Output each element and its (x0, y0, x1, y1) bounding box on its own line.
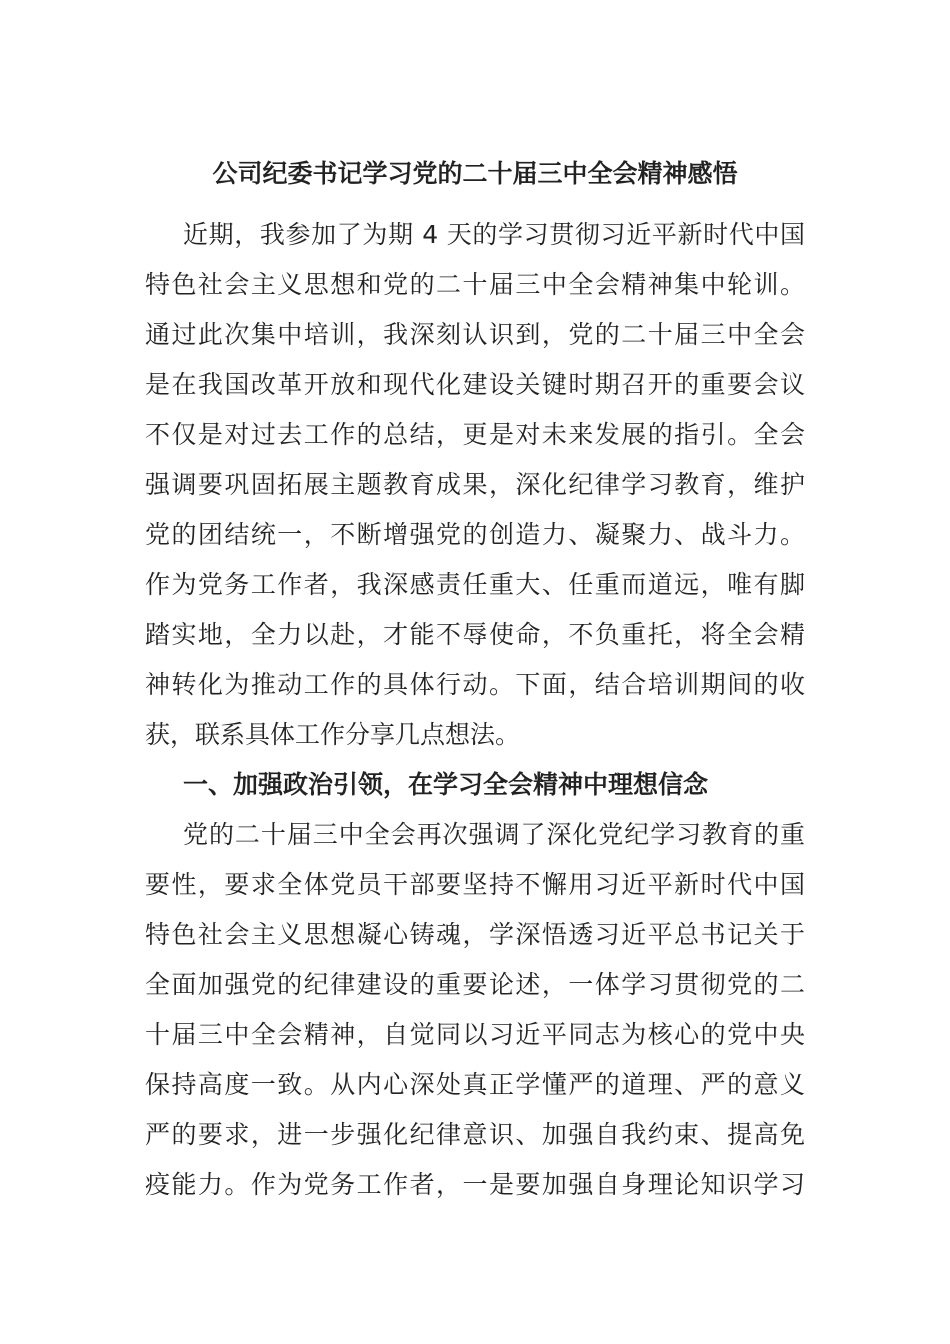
paragraph-line: 严的要求，进一步强化纪律意识、加强自我约束、提高免 (145, 1120, 805, 1149)
document-title: 公司纪委书记学习党的二十届三中全会精神感悟 (212, 159, 738, 188)
paragraph-line: 特色社会主义思想和党的二十届三中全会精神集中轮训。 (145, 270, 805, 299)
paragraph-line: 是在我国改革开放和现代化建设关键时期召开的重要会议 (145, 370, 805, 399)
section-heading: 一、加强政治引领，在学习全会精神中理想信念 (183, 770, 709, 799)
paragraph-line: 党的团结统一，不断增强党的创造力、凝聚力、战斗力。 (145, 520, 805, 549)
paragraph-line: 党的二十届三中全会再次强调了深化党纪学习教育的重 (183, 820, 805, 849)
paragraph-line: 踏实地，全力以赴，才能不辱使命，不负重托，将全会精 (145, 620, 805, 649)
paragraph-line: 十届三中全会精神，自觉同以习近平同志为核心的党中央 (145, 1020, 805, 1049)
paragraph-line: 疫能力。作为党务工作者，一是要加强自身理论知识学习 (145, 1170, 805, 1199)
paragraph-line: 强调要巩固拓展主题教育成果，深化纪律学习教育，维护 (145, 470, 805, 499)
paragraph-line: 近期，我参加了为期 4 天的学习贯彻习近平新时代中国 (183, 220, 805, 249)
paragraph-line: 通过此次集中培训，我深刻认识到，党的二十届三中全会 (145, 320, 805, 349)
paragraph-line: 获，联系具体工作分享几点想法。 (145, 720, 521, 749)
paragraph-line: 要性，要求全体党员干部要坚持不懈用习近平新时代中国 (145, 870, 805, 899)
paragraph-line: 保持高度一致。从内心深处真正学懂严的道理、严的意义 (145, 1070, 805, 1099)
paragraph-line: 全面加强党的纪律建设的重要论述，一体学习贯彻党的二 (145, 970, 805, 999)
paragraph-line: 不仅是对过去工作的总结，更是对未来发展的指引。全会 (145, 420, 805, 449)
paragraph-line: 特色社会主义思想凝心铸魂，学深悟透习近平总书记关于 (145, 920, 805, 949)
paragraph-line: 神转化为推动工作的具体行动。下面，结合培训期间的收 (145, 670, 805, 699)
paragraph-line: 作为党务工作者，我深感责任重大、任重而道远，唯有脚 (145, 570, 805, 599)
